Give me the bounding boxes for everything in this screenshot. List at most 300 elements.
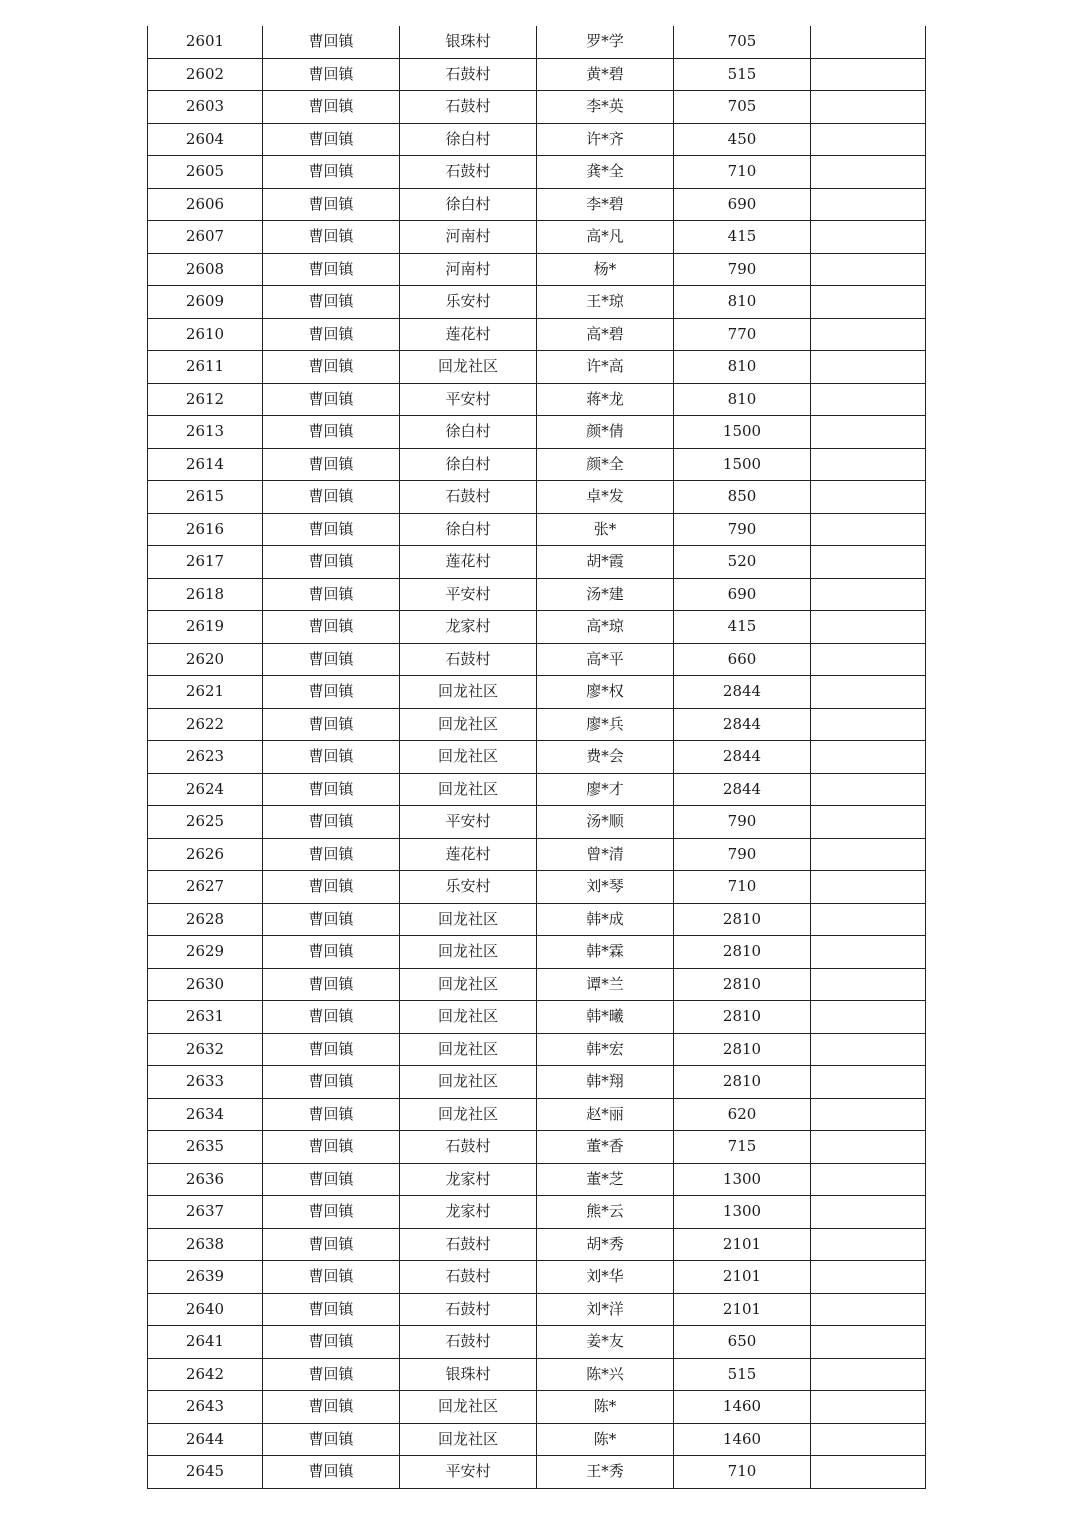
table-row <box>148 1423 926 1456</box>
row-number-cell: 2603 <box>148 91 263 124</box>
row-number-cell: 2633 <box>148 1066 263 1099</box>
village-cell: 回龙社区 <box>400 1423 537 1456</box>
row-number-cell: 2611 <box>148 351 263 384</box>
amount-cell: 790 <box>674 806 811 839</box>
name-cell: 颜*全 <box>537 448 674 481</box>
remark-cell <box>811 513 926 546</box>
table-row <box>148 676 926 709</box>
village-cell: 石鼓村 <box>400 1293 537 1326</box>
remark-cell <box>811 546 926 579</box>
village-cell: 石鼓村 <box>400 481 537 514</box>
table-row <box>148 156 926 189</box>
village-cell: 回龙社区 <box>400 1098 537 1131</box>
amount-cell: 520 <box>674 546 811 579</box>
remark-cell <box>811 253 926 286</box>
amount-cell: 850 <box>674 481 811 514</box>
table-row <box>148 1033 926 1066</box>
row-number-cell: 2642 <box>148 1358 263 1391</box>
village-cell: 回龙社区 <box>400 741 537 774</box>
row-number-cell: 2622 <box>148 708 263 741</box>
village-cell: 石鼓村 <box>400 91 537 124</box>
remark-cell <box>811 903 926 936</box>
table-row <box>148 1098 926 1131</box>
amount-cell: 450 <box>674 123 811 156</box>
table-row <box>148 1358 926 1391</box>
table-row <box>148 26 926 58</box>
table-row <box>148 91 926 124</box>
amount-cell: 2810 <box>674 1066 811 1099</box>
remark-cell <box>811 383 926 416</box>
name-cell: 高*碧 <box>537 318 674 351</box>
row-number-cell: 2604 <box>148 123 263 156</box>
remark-cell <box>811 1033 926 1066</box>
remark-cell <box>811 318 926 351</box>
amount-cell: 2844 <box>674 741 811 774</box>
remark-cell <box>811 448 926 481</box>
row-number-cell: 2640 <box>148 1293 263 1326</box>
name-cell: 韩*翔 <box>537 1066 674 1099</box>
village-cell: 乐安村 <box>400 286 537 319</box>
village-cell: 回龙社区 <box>400 903 537 936</box>
table-row <box>148 871 926 904</box>
row-number-cell: 2623 <box>148 741 263 774</box>
town-cell: 曹回镇 <box>263 351 400 384</box>
row-number-cell: 2624 <box>148 773 263 806</box>
village-cell: 银珠村 <box>400 1358 537 1391</box>
town-cell: 曹回镇 <box>263 676 400 709</box>
amount-cell: 2810 <box>674 968 811 1001</box>
name-cell: 姜*友 <box>537 1326 674 1359</box>
town-cell: 曹回镇 <box>263 1326 400 1359</box>
village-cell: 石鼓村 <box>400 156 537 189</box>
table-row <box>148 448 926 481</box>
amount-cell: 715 <box>674 1131 811 1164</box>
amount-cell: 770 <box>674 318 811 351</box>
amount-cell: 2810 <box>674 1033 811 1066</box>
table-row <box>148 221 926 254</box>
table-row <box>148 1326 926 1359</box>
row-number-cell: 2606 <box>148 188 263 221</box>
row-number-cell: 2610 <box>148 318 263 351</box>
row-number-cell: 2614 <box>148 448 263 481</box>
village-cell: 石鼓村 <box>400 1228 537 1261</box>
town-cell: 曹回镇 <box>263 1066 400 1099</box>
name-cell: 董*芝 <box>537 1163 674 1196</box>
name-cell: 韩*成 <box>537 903 674 936</box>
table-row <box>148 416 926 449</box>
amount-cell: 650 <box>674 1326 811 1359</box>
amount-cell: 710 <box>674 1456 811 1489</box>
village-cell: 徐白村 <box>400 513 537 546</box>
amount-cell: 2844 <box>674 708 811 741</box>
town-cell: 曹回镇 <box>263 968 400 1001</box>
town-cell: 曹回镇 <box>263 1001 400 1034</box>
amount-cell: 660 <box>674 643 811 676</box>
village-cell: 石鼓村 <box>400 1326 537 1359</box>
name-cell: 廖*权 <box>537 676 674 709</box>
table-row <box>148 741 926 774</box>
row-number-cell: 2621 <box>148 676 263 709</box>
row-number-cell: 2627 <box>148 871 263 904</box>
row-number-cell: 2601 <box>148 26 263 58</box>
remark-cell <box>811 936 926 969</box>
remark-cell <box>811 1261 926 1294</box>
village-cell: 银珠村 <box>400 26 537 58</box>
row-number-cell: 2635 <box>148 1131 263 1164</box>
remark-cell <box>811 58 926 91</box>
town-cell: 曹回镇 <box>263 1423 400 1456</box>
row-number-cell: 2619 <box>148 611 263 644</box>
town-cell: 曹回镇 <box>263 481 400 514</box>
remark-cell <box>811 1358 926 1391</box>
table-row <box>148 1293 926 1326</box>
row-number-cell: 2626 <box>148 838 263 871</box>
table-row <box>148 643 926 676</box>
remark-cell <box>811 416 926 449</box>
amount-cell: 810 <box>674 351 811 384</box>
table-row <box>148 513 926 546</box>
name-cell: 熊*云 <box>537 1196 674 1229</box>
amount-cell: 790 <box>674 513 811 546</box>
remark-cell <box>811 1391 926 1424</box>
row-number-cell: 2629 <box>148 936 263 969</box>
remark-cell <box>811 91 926 124</box>
town-cell: 曹回镇 <box>263 838 400 871</box>
village-cell: 平安村 <box>400 806 537 839</box>
town-cell: 曹回镇 <box>263 806 400 839</box>
amount-cell: 710 <box>674 871 811 904</box>
row-number-cell: 2641 <box>148 1326 263 1359</box>
table-row <box>148 1456 926 1489</box>
data-table <box>147 26 926 1489</box>
town-cell: 曹回镇 <box>263 708 400 741</box>
remark-cell <box>811 1131 926 1164</box>
village-cell: 回龙社区 <box>400 351 537 384</box>
town-cell: 曹回镇 <box>263 221 400 254</box>
name-cell: 李*英 <box>537 91 674 124</box>
row-number-cell: 2636 <box>148 1163 263 1196</box>
name-cell: 胡*霞 <box>537 546 674 579</box>
town-cell: 曹回镇 <box>263 903 400 936</box>
table-row <box>148 123 926 156</box>
village-cell: 河南村 <box>400 253 537 286</box>
row-number-cell: 2609 <box>148 286 263 319</box>
amount-cell: 810 <box>674 383 811 416</box>
village-cell: 龙家村 <box>400 1196 537 1229</box>
village-cell: 莲花村 <box>400 546 537 579</box>
town-cell: 曹回镇 <box>263 253 400 286</box>
remark-cell <box>811 1098 926 1131</box>
town-cell: 曹回镇 <box>263 416 400 449</box>
village-cell: 回龙社区 <box>400 773 537 806</box>
amount-cell: 2101 <box>674 1261 811 1294</box>
village-cell: 回龙社区 <box>400 968 537 1001</box>
table-row <box>148 253 926 286</box>
table-row <box>148 968 926 1001</box>
row-number-cell: 2639 <box>148 1261 263 1294</box>
row-number-cell: 2625 <box>148 806 263 839</box>
amount-cell: 1300 <box>674 1196 811 1229</box>
village-cell: 徐白村 <box>400 188 537 221</box>
name-cell: 陈* <box>537 1391 674 1424</box>
row-number-cell: 2602 <box>148 58 263 91</box>
remark-cell <box>811 1228 926 1261</box>
row-number-cell: 2618 <box>148 578 263 611</box>
village-cell: 徐白村 <box>400 448 537 481</box>
name-cell: 廖*才 <box>537 773 674 806</box>
town-cell: 曹回镇 <box>263 1163 400 1196</box>
remark-cell <box>811 773 926 806</box>
village-cell: 乐安村 <box>400 871 537 904</box>
town-cell: 曹回镇 <box>263 318 400 351</box>
table-row <box>148 936 926 969</box>
table-row <box>148 611 926 644</box>
remark-cell <box>811 1423 926 1456</box>
amount-cell: 1300 <box>674 1163 811 1196</box>
town-cell: 曹回镇 <box>263 91 400 124</box>
town-cell: 曹回镇 <box>263 513 400 546</box>
table-row <box>148 546 926 579</box>
table-row <box>148 1196 926 1229</box>
name-cell: 韩*宏 <box>537 1033 674 1066</box>
name-cell: 曾*清 <box>537 838 674 871</box>
amount-cell: 2101 <box>674 1228 811 1261</box>
town-cell: 曹回镇 <box>263 1293 400 1326</box>
town-cell: 曹回镇 <box>263 871 400 904</box>
remark-cell <box>811 741 926 774</box>
name-cell: 王*秀 <box>537 1456 674 1489</box>
remark-cell <box>811 221 926 254</box>
row-number-cell: 2608 <box>148 253 263 286</box>
village-cell: 回龙社区 <box>400 1391 537 1424</box>
remark-cell <box>811 481 926 514</box>
name-cell: 李*碧 <box>537 188 674 221</box>
row-number-cell: 2616 <box>148 513 263 546</box>
town-cell: 曹回镇 <box>263 1033 400 1066</box>
name-cell: 罗*学 <box>537 26 674 58</box>
town-cell: 曹回镇 <box>263 58 400 91</box>
amount-cell: 1500 <box>674 416 811 449</box>
table-row <box>148 806 926 839</box>
row-number-cell: 2632 <box>148 1033 263 1066</box>
remark-cell <box>811 806 926 839</box>
remark-cell <box>811 1001 926 1034</box>
remark-cell <box>811 611 926 644</box>
amount-cell: 620 <box>674 1098 811 1131</box>
table-row <box>148 1228 926 1261</box>
town-cell: 曹回镇 <box>263 1391 400 1424</box>
town-cell: 曹回镇 <box>263 1196 400 1229</box>
name-cell: 胡*秀 <box>537 1228 674 1261</box>
village-cell: 石鼓村 <box>400 1261 537 1294</box>
row-number-cell: 2631 <box>148 1001 263 1034</box>
town-cell: 曹回镇 <box>263 643 400 676</box>
row-number-cell: 2628 <box>148 903 263 936</box>
table-row <box>148 318 926 351</box>
name-cell: 廖*兵 <box>537 708 674 741</box>
town-cell: 曹回镇 <box>263 1098 400 1131</box>
table-row <box>148 1001 926 1034</box>
remark-cell <box>811 1326 926 1359</box>
village-cell: 石鼓村 <box>400 58 537 91</box>
village-cell: 回龙社区 <box>400 1001 537 1034</box>
village-cell: 河南村 <box>400 221 537 254</box>
amount-cell: 1460 <box>674 1423 811 1456</box>
village-cell: 石鼓村 <box>400 1131 537 1164</box>
town-cell: 曹回镇 <box>263 448 400 481</box>
town-cell: 曹回镇 <box>263 188 400 221</box>
amount-cell: 810 <box>674 286 811 319</box>
town-cell: 曹回镇 <box>263 1456 400 1489</box>
amount-cell: 710 <box>674 156 811 189</box>
village-cell: 徐白村 <box>400 123 537 156</box>
town-cell: 曹回镇 <box>263 156 400 189</box>
town-cell: 曹回镇 <box>263 123 400 156</box>
name-cell: 高*凡 <box>537 221 674 254</box>
name-cell: 汤*顺 <box>537 806 674 839</box>
name-cell: 龚*全 <box>537 156 674 189</box>
table-row <box>148 1131 926 1164</box>
name-cell: 韩*霖 <box>537 936 674 969</box>
row-number-cell: 2617 <box>148 546 263 579</box>
amount-cell: 690 <box>674 578 811 611</box>
name-cell: 陈* <box>537 1423 674 1456</box>
table-row <box>148 481 926 514</box>
row-number-cell: 2645 <box>148 1456 263 1489</box>
town-cell: 曹回镇 <box>263 1131 400 1164</box>
remark-cell <box>811 188 926 221</box>
remark-cell <box>811 156 926 189</box>
name-cell: 刘*华 <box>537 1261 674 1294</box>
village-cell: 回龙社区 <box>400 1066 537 1099</box>
remark-cell <box>811 676 926 709</box>
row-number-cell: 2615 <box>148 481 263 514</box>
town-cell: 曹回镇 <box>263 286 400 319</box>
table-row <box>148 383 926 416</box>
row-number-cell: 2634 <box>148 1098 263 1131</box>
amount-cell: 790 <box>674 838 811 871</box>
amount-cell: 415 <box>674 611 811 644</box>
name-cell: 谭*兰 <box>537 968 674 1001</box>
table-row <box>148 773 926 806</box>
row-number-cell: 2605 <box>148 156 263 189</box>
table-row <box>148 58 926 91</box>
village-cell: 徐白村 <box>400 416 537 449</box>
village-cell: 龙家村 <box>400 1163 537 1196</box>
name-cell: 黄*碧 <box>537 58 674 91</box>
amount-cell: 1500 <box>674 448 811 481</box>
town-cell: 曹回镇 <box>263 611 400 644</box>
village-cell: 回龙社区 <box>400 1033 537 1066</box>
amount-cell: 790 <box>674 253 811 286</box>
table-row <box>148 838 926 871</box>
village-cell: 石鼓村 <box>400 643 537 676</box>
table-row <box>148 1391 926 1424</box>
town-cell: 曹回镇 <box>263 578 400 611</box>
town-cell: 曹回镇 <box>263 1358 400 1391</box>
name-cell: 汤*建 <box>537 578 674 611</box>
remark-cell <box>811 643 926 676</box>
amount-cell: 705 <box>674 26 811 58</box>
amount-cell: 2844 <box>674 676 811 709</box>
remark-cell <box>811 968 926 1001</box>
row-number-cell: 2630 <box>148 968 263 1001</box>
amount-cell: 690 <box>674 188 811 221</box>
name-cell: 赵*丽 <box>537 1098 674 1131</box>
amount-cell: 515 <box>674 58 811 91</box>
name-cell: 颜*倩 <box>537 416 674 449</box>
remark-cell <box>811 578 926 611</box>
table-body <box>148 26 926 1488</box>
table-row <box>148 1066 926 1099</box>
table-row <box>148 1261 926 1294</box>
name-cell: 王*琼 <box>537 286 674 319</box>
row-number-cell: 2644 <box>148 1423 263 1456</box>
remark-cell <box>811 871 926 904</box>
remark-cell <box>811 1456 926 1489</box>
name-cell: 杨* <box>537 253 674 286</box>
row-number-cell: 2643 <box>148 1391 263 1424</box>
name-cell: 刘*琴 <box>537 871 674 904</box>
table-row <box>148 351 926 384</box>
remark-cell <box>811 26 926 58</box>
amount-cell: 2844 <box>674 773 811 806</box>
row-number-cell: 2613 <box>148 416 263 449</box>
row-number-cell: 2612 <box>148 383 263 416</box>
village-cell: 回龙社区 <box>400 676 537 709</box>
remark-cell <box>811 351 926 384</box>
amount-cell: 705 <box>674 91 811 124</box>
town-cell: 曹回镇 <box>263 26 400 58</box>
name-cell: 卓*发 <box>537 481 674 514</box>
village-cell: 平安村 <box>400 383 537 416</box>
amount-cell: 2101 <box>674 1293 811 1326</box>
table-row <box>148 1163 926 1196</box>
amount-cell: 2810 <box>674 903 811 936</box>
village-cell: 龙家村 <box>400 611 537 644</box>
town-cell: 曹回镇 <box>263 741 400 774</box>
remark-cell <box>811 123 926 156</box>
remark-cell <box>811 1196 926 1229</box>
name-cell: 刘*洋 <box>537 1293 674 1326</box>
row-number-cell: 2607 <box>148 221 263 254</box>
row-number-cell: 2638 <box>148 1228 263 1261</box>
remark-cell <box>811 1293 926 1326</box>
row-number-cell: 2620 <box>148 643 263 676</box>
village-cell: 平安村 <box>400 578 537 611</box>
town-cell: 曹回镇 <box>263 936 400 969</box>
name-cell: 许*高 <box>537 351 674 384</box>
table-row <box>148 286 926 319</box>
amount-cell: 515 <box>674 1358 811 1391</box>
amount-cell: 415 <box>674 221 811 254</box>
village-cell: 回龙社区 <box>400 708 537 741</box>
table-row <box>148 578 926 611</box>
name-cell: 韩*曦 <box>537 1001 674 1034</box>
remark-cell <box>811 708 926 741</box>
remark-cell <box>811 1066 926 1099</box>
amount-cell: 2810 <box>674 1001 811 1034</box>
town-cell: 曹回镇 <box>263 1228 400 1261</box>
town-cell: 曹回镇 <box>263 1261 400 1294</box>
table-row <box>148 903 926 936</box>
village-cell: 莲花村 <box>400 318 537 351</box>
remark-cell <box>811 838 926 871</box>
name-cell: 陈*兴 <box>537 1358 674 1391</box>
name-cell: 高*平 <box>537 643 674 676</box>
remark-cell <box>811 286 926 319</box>
town-cell: 曹回镇 <box>263 383 400 416</box>
